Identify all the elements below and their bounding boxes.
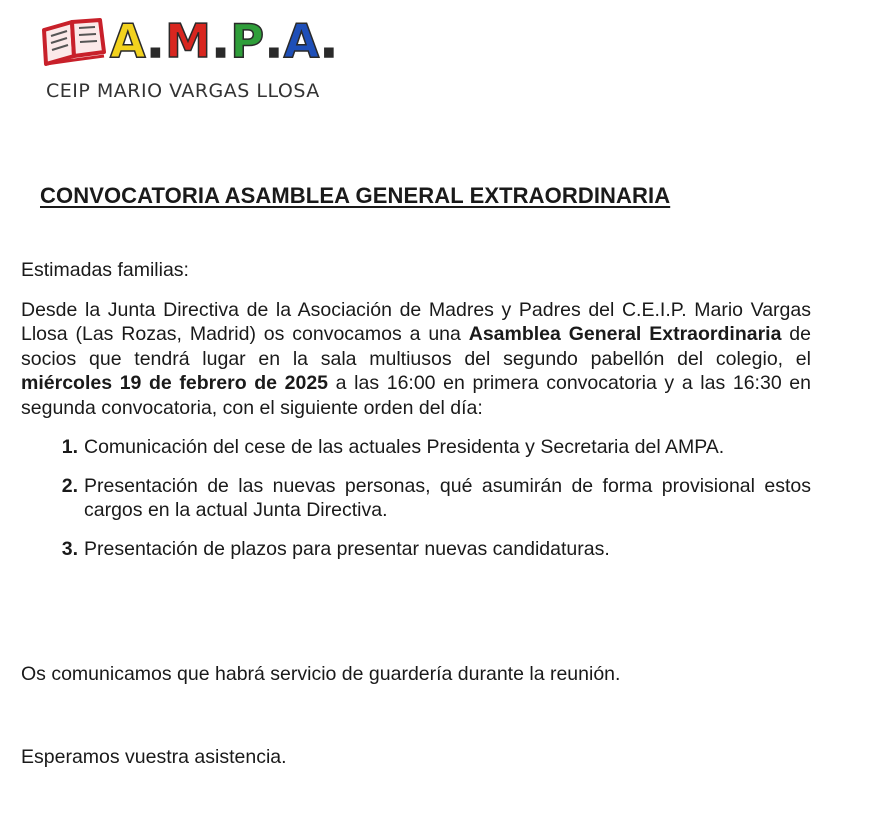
agenda-number: 2. [61, 474, 78, 497]
logo-letter: M [165, 14, 212, 68]
open-book-icon [40, 16, 110, 68]
greeting: Estimadas familias: [21, 259, 189, 281]
intro-bold-assembly: Asamblea General Extraordinaria [468, 323, 782, 345]
agenda-item [21, 537, 811, 562]
agenda-text: Presentación de plazos para presentar nuevas candidaturas. [84, 537, 610, 560]
intro-text: de socios que tendrá lugar en la sala multiusos del segundo pabellón del colegio, el [21, 323, 811, 370]
intro-text: a las 16:00 en primera convocatoria y a las 16:30 en segunda convocatoria, con el siguiente orden del día: [21, 372, 811, 419]
agenda-text: Presentación de las nuevas personas, qué asumirán de forma provisional estos cargos en la actual Junta Directiva. [84, 474, 811, 521]
logo-letter: . [146, 14, 166, 68]
document-body [21, 258, 811, 575]
agenda-list [21, 435, 811, 561]
logo-letter: P [230, 14, 266, 68]
agenda-number: 3. [61, 537, 78, 560]
logo-letter: A [110, 14, 147, 68]
logo-letter: . [265, 14, 284, 68]
logo-letter: A [283, 14, 321, 68]
logo-letter: . [320, 14, 339, 68]
agenda-number: 1. [61, 436, 78, 458]
intro-paragraph [21, 298, 811, 421]
intro-text: Desde la Junta Directiva de la Asociación de Madres y Padres del C.E.I.P. Mario Vargas Llosa (Las Rozas, Madrid) os convocamos a una [21, 298, 811, 345]
closing-line: Esperamos vuestra asistencia. [21, 746, 287, 768]
intro-bold-date: miércoles 19 de febrero de 2025 [21, 372, 329, 394]
ampa-logo [38, 10, 339, 110]
logo-letter: . [211, 14, 231, 68]
childcare-note: Os comunicamos que habrá servicio de guardería durante la reunión. [21, 663, 621, 685]
logo-subtitle: CEIP MARIO VARGAS LLOSA [46, 80, 320, 102]
document-title: CONVOCATORIA ASAMBLEA GENERAL EXTRAORDINARIA [40, 183, 671, 208]
agenda-item [21, 474, 811, 523]
logo-letters [110, 14, 339, 68]
agenda-item [21, 435, 811, 460]
agenda-text: Comunicación del cese de las actuales Presidenta y Secretaria del AMPA. [84, 436, 725, 458]
